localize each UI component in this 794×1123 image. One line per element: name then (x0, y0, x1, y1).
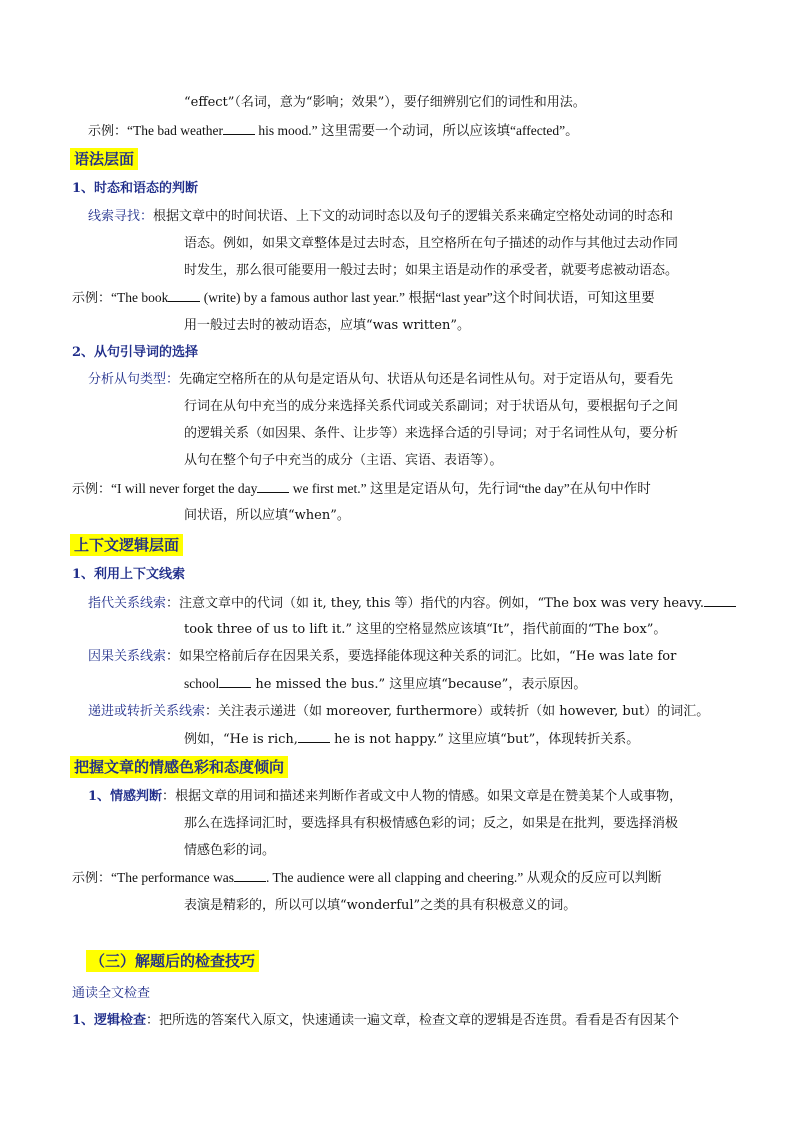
example-text: 间状语，所以应填“when”。 (184, 508, 350, 523)
answer-blank (704, 594, 736, 607)
item-title: 2、从句引导词的选择 (72, 345, 199, 360)
clue-text: 例如，“He is rich, (184, 732, 298, 747)
lead-label: 分析从句类型： (88, 372, 180, 387)
answer-blank (168, 289, 200, 302)
clue-text: school (184, 676, 220, 691)
example-label: 示例： (72, 871, 112, 886)
clue-label: 递进或转折关系线索 (88, 704, 206, 719)
answer-blank (257, 480, 289, 493)
example-text: (write) by a famous author last year.” 根据“last year”这个时间状语，可知这里要 (200, 290, 655, 305)
answer-blank (223, 122, 255, 135)
part-heading: （三）解题后的检查技巧 (86, 950, 259, 972)
lead-label: 线索寻找： (88, 209, 154, 224)
example-label: 示例： (72, 482, 112, 497)
paragraph-line: 行词在从句中充当的成分来选择关系代词或关系副词；对于状语从句，要根据句子之间 (184, 399, 679, 414)
section-heading: 把握文章的情感色彩和态度倾向 (70, 756, 288, 778)
clue-text: ：注意文章中的代词（如 it, they, this 等）指代的内容。例如，“The box was very heavy. (166, 596, 704, 611)
example-text: “I will never forget the day (111, 481, 258, 496)
example-text: “The performance was (111, 870, 234, 885)
paragraph-line: 时发生，那么很可能要用一般过去时；如果主语是动作的承受者，就要考虑被动语态。 (184, 263, 679, 278)
clue-line (184, 730, 639, 749)
answer-blank (234, 869, 266, 882)
paragraph-line (88, 208, 673, 226)
separator: ： (162, 789, 176, 804)
clue-label: 因果关系线索 (88, 649, 167, 664)
paragraph-line: 从句在整个句子中充当的成分（主语、宾语、表语等）。 (184, 453, 503, 468)
answer-blank (219, 675, 251, 688)
clue-line: took three of us to lift it.” 这里的空格显然应该填“It”，指代前面的“The box”。 (184, 622, 667, 637)
intro-example (88, 122, 579, 141)
clue-label: 指代关系线索 (88, 596, 167, 611)
section-heading: 上下文逻辑层面 (70, 534, 183, 556)
answer-blank (298, 730, 330, 743)
example-text: “The book (111, 290, 169, 305)
paragraph-line: 那么在选择词汇时，要选择具有积极情感色彩的词；反之，如果是在批判，要选择消极 (184, 816, 679, 831)
paragraph-line: 的逻辑关系（如因果、条件、让步等）来选择合适的引导词；对于名词性从句，要分析 (184, 426, 679, 441)
item-title: 1、情感判断 (88, 789, 163, 804)
paragraph-text: ：把所选的答案代入原文，快速通读一遍文章，检查文章的逻辑是否连贯。看看是否有因某个 (146, 1013, 680, 1028)
clue-text: ：如果空格前后存在因果关系，要选择能体现这种关系的词汇。比如，“He was late for (166, 649, 677, 664)
clue-line (184, 675, 586, 694)
paragraph-line (72, 1012, 679, 1030)
clue-text: he missed the bus.” 这里应填“because”，表示原因。 (251, 677, 587, 692)
example-line: 表演是精彩的，所以可以填“wonderful”之类的具有积极意义的词。 (184, 898, 577, 913)
subheading: 通读全文检查 (72, 986, 151, 1001)
item-title: 1、时态和语态的判断 (72, 181, 199, 196)
paragraph-text: 根据文章的用词和描述来判断作者或文中人物的情感。如果文章是在赞美某个人或事物， (175, 789, 683, 804)
example-line (184, 507, 350, 525)
paragraph-line: 语态。例如，如果文章整体是过去时态，且空格所在句子描述的动作与其他过去动作同 (184, 236, 679, 251)
example-label: 示例： (72, 291, 112, 306)
paragraph-text: 根据文章中的时间状语、上下文的动词时态以及句子的逻辑关系来确定空格处动词的时态和 (153, 209, 674, 224)
item-title: 1、利用上下文线索 (72, 567, 186, 582)
paragraph-text: 先确定空格所在的从句是定语从句、状语从句还是名词性从句。对于定语从句，要看先 (179, 372, 674, 387)
item-title: 1、逻辑检查 (72, 1013, 147, 1028)
clue-text: he is not happy.” 这里应填“but”，体现转折关系。 (329, 732, 640, 747)
example-line (72, 869, 662, 888)
example-text: . The audience were all clapping and cheering.” 从观众的反应可以判断 (265, 870, 662, 885)
clue-line (88, 594, 736, 613)
example-text: we first met.” 这里是定语从句，先行词“the day”在从句中作时 (289, 481, 651, 496)
clue-line (88, 648, 676, 666)
example-line (72, 480, 651, 499)
paragraph-line (88, 371, 673, 389)
section-heading: 语法层面 (70, 148, 138, 170)
example-text: “The bad weather (127, 123, 223, 138)
clue-text: ：关注表示递进（如 moreover, furthermore）或转折（如 however, but）的词汇。 (205, 704, 710, 719)
example-text: his mood.” 这里需要一个动词，所以应该填“affected”。 (254, 123, 579, 138)
example-line (72, 289, 655, 308)
intro-line: “effect”（名词，意为“影响；效果”），要仔细辨别它们的词性和用法。 (184, 95, 586, 110)
example-line: 用一般过去时的被动语态，应填“was written”。 (184, 318, 470, 333)
paragraph-line (88, 788, 682, 806)
paragraph-line: 情感色彩的词。 (184, 843, 276, 858)
clue-line (88, 703, 709, 721)
example-label: 示例： (88, 124, 128, 139)
